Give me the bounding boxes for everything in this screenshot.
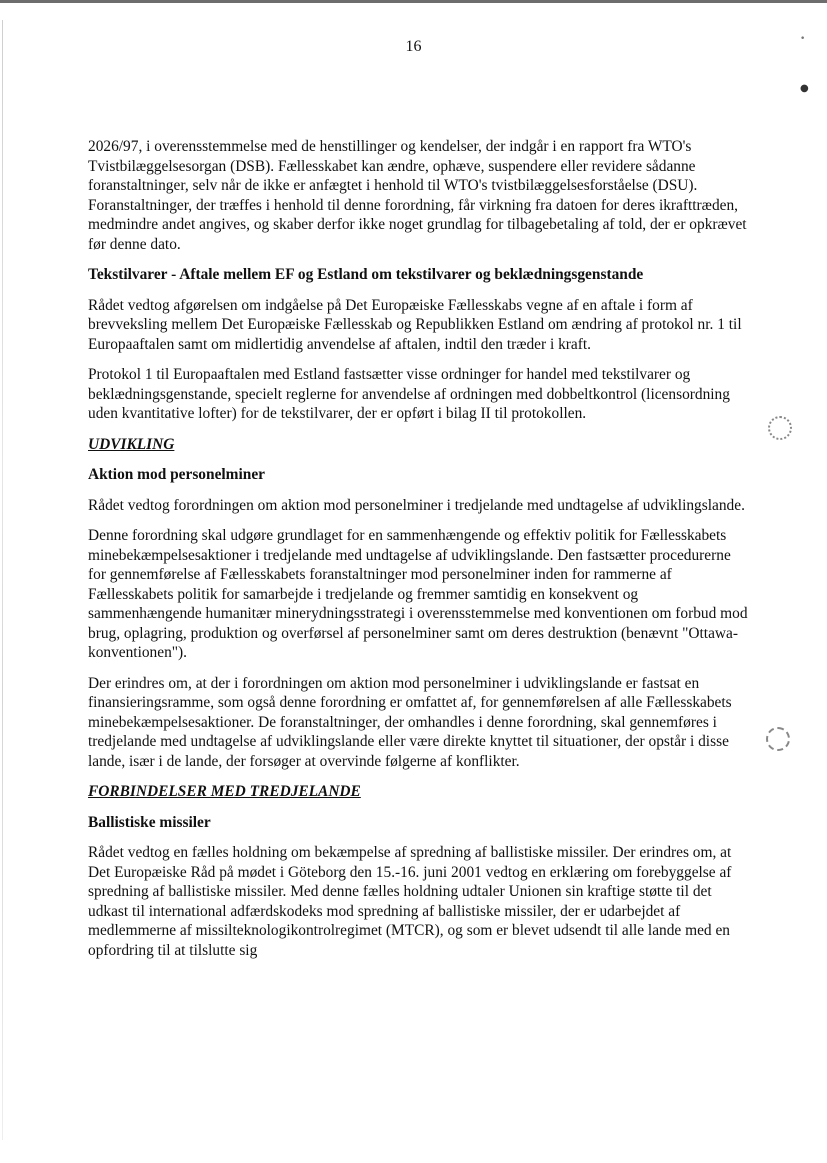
paragraph-textiles-2: Protokol 1 til Europaaftalen med Estland fastsætter visse ordninger for handel med tekstilvarer og beklædningsgenstande, specielt reglerne for anvendelse af ordningen med dobbeltkontrol (licensordning uden kvantitative lofter) for de tekstilvarer, der er opført i bilag II til protokollen. xyxy=(88,366,730,422)
heading-textiles: Tekstilvarer - Aftale mellem EF og Estland om tekstilvarer og beklædningsgenstande xyxy=(88,266,644,283)
paragraph-mines-3: Der erindres om, at der i forordningen om aktion mod personelminer i udviklingslande er fastsat en finansieringsramme, som også denne forordning er omfattet af, for gennemførelsen af alle Fællesskabets minebekæmpelsesaktioner. De foranstaltninger, der omhandles i denne forordning, skal gennemføres i tredjelande med undtagelse af udviklingslande eller være direkte knyttet til situationer, der opstår i disse lande, især i de lande, der forsøger at overvinde følgerne af konflikter. xyxy=(88,674,732,770)
heading-missiles: Ballistiske missiler xyxy=(88,813,211,831)
scan-speck: • xyxy=(800,34,806,44)
scan-speck: ● xyxy=(800,83,809,94)
paragraph-mines-1: Rådet vedtog forordningen om aktion mod personelminer i tredjelande med undtagelse af udviklingslande. xyxy=(88,496,745,514)
page-number: 16 xyxy=(405,38,422,55)
document-body xyxy=(88,137,752,971)
punch-hole-mark xyxy=(766,727,790,751)
paragraph-missiles: Rådet vedtog en fælles holdning om bekæmpelse af spredning af ballistiske missiler. Der erindres om, at Det Europæiske Råd på mødet i Göteborg den 15.-16. juni 2001 vedtog en erklæring om forebyggelse af spredning af ballistiske missiler. Med denne fælles holdning udtaler Unionen sin kraftige støtte til det udkast til international adfærdskodeks mod spredning af ballistiske missiler, der er udarbejdet af medlemmerne af missilteknologikontrolregimet (MTCR), og som er blevet udsendt til alle lande med en opfordring til at tilslutte sig xyxy=(88,844,732,959)
paragraph-textiles-1: Rådet vedtog afgørelsen om indgåelse på Det Europæiske Fællesskabs vegne af en aftale i form af brevveksling mellem Det Europæiske Fællesskab og Republikken Estland om ændring af protokol nr. 1 til Europaaftalen samt om midlertidig anvendelse af aftalen, indtil den træder i kraft. xyxy=(88,296,742,353)
scan-top-edge xyxy=(0,0,827,3)
scan-left-edge xyxy=(2,20,3,1140)
section-heading-development: UDVIKLING xyxy=(88,435,175,453)
paragraph-intro: 2026/97, i overensstemmelse med de henstillinger og kendelser, der indgår i en rapport fra WTO's Tvistbilæggelsesorgan (DSB). Fællesskabet kan ændre, ophæve, suspendere eller revidere sådanne foranstaltninger, selv når de ikke er anfægtet i henhold til WTO's tvistbilæggelsesforståelse (DSU). Foranstaltninger, der træffes i henhold til denne forordning, får virkning fra datoen for deres ikrafttræden, medmindre andet angives, og skaber derfor ikke noget grundlag for tilbagebetaling af told, der er opkrævet før denne dato. xyxy=(88,138,747,253)
section-heading-relations: FORBINDELSER MED TREDJELANDE xyxy=(88,783,361,800)
punch-hole-mark xyxy=(768,416,792,440)
paragraph-mines-2: Denne forordning skal udgøre grundlaget for en sammenhængende og effektiv politik for Fællesskabets minebekæmpelsesaktioner i tredjelande med undtagelse af udviklingslande. Den fastsætter procedurerne for gennemførelse af Fællesskabets foranstaltninger mod personelminer inden for rammerne af Fællesskabets politik for samarbejde i tredjelande og fremmer samtidig en konsekvent og sammenhængende humanitær minerydningsstrategi i overensstemmelse med konventionen om forbud mod brug, oplagring, produktion og overførsel af personelminer samt om deres destruktion (benævnt "Ottawa-konventionen"). xyxy=(88,527,748,661)
heading-mines: Aktion mod personelminer xyxy=(88,466,265,483)
